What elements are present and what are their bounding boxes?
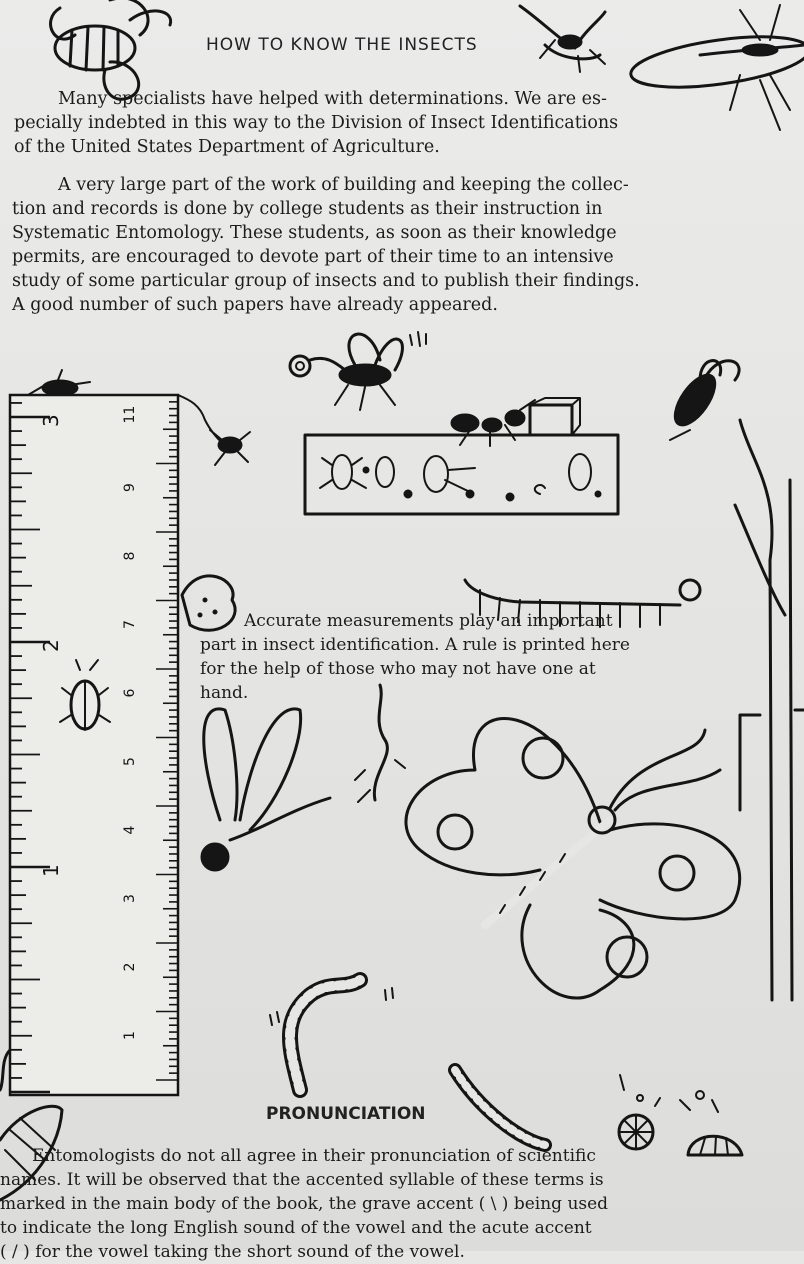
wheel-bugs-drawing: [619, 1075, 742, 1155]
paragraph-acknowledgements: [14, 87, 736, 159]
ruler-cm-label: 7: [122, 620, 138, 629]
ant-on-ruler-drawing: [28, 370, 90, 396]
centipede-drawing: [455, 1070, 545, 1145]
ruler-inch-label: 2: [39, 639, 63, 652]
text-line: Systematic Entomology. These students, as soon as their knowledge: [12, 223, 617, 243]
ruler-cm-label: 3: [122, 894, 138, 903]
ruler-cm-label: 9: [122, 483, 138, 492]
ruler-cm-label: 1: [122, 1031, 138, 1040]
ruler-cm-label: 5: [122, 757, 138, 766]
flying-insect-drawing: [520, 6, 605, 72]
butterfly-large-drawing: [406, 718, 740, 998]
dragonfly-drawing: [201, 709, 330, 871]
text-line: study of some particular group of insects and to publish their findings.: [12, 271, 640, 291]
text-line: permits, are encouraged to devote part of their time to an intensive: [12, 247, 614, 267]
ruler-cm-label: 11: [122, 405, 138, 424]
bee-drawing: [51, 0, 171, 99]
text-line: A very large part of the work of building and keeping the collec-: [58, 175, 629, 195]
paragraph-measurements: [200, 609, 730, 705]
ruler-inch-label: 3: [39, 414, 63, 427]
text-line: for the help of those who may not have one at: [200, 659, 596, 679]
ruler-cm-label: 8: [122, 551, 138, 561]
page-title: HOW TO KNOW THE INSECTS: [206, 35, 478, 55]
wasp-drawing: [666, 361, 739, 440]
measuring-ruler: [10, 395, 178, 1095]
paragraph-pronunciation: [0, 1144, 735, 1264]
pronunciation-heading: PRONUNCIATION: [266, 1104, 426, 1124]
plant-stem-drawing: [735, 420, 804, 1000]
ruler-inch-label: 1: [39, 864, 63, 877]
text-line: to indicate the long English sound of the vowel and the acute accent: [0, 1218, 592, 1238]
text-line: Many specialists have helped with determinations. We are es-: [58, 89, 607, 109]
bug-sequence-panel: [305, 435, 618, 514]
worm-drawing: [270, 980, 393, 1090]
text-line: tion and records is done by college students as their instruction in: [12, 199, 603, 219]
text-line: ( / ) for the vowel taking the short sound of the vowel.: [0, 1242, 465, 1262]
butterfly-small-drawing: [290, 332, 426, 410]
text-line: pecially indebted in this way to the Division of Insect Identifications: [14, 113, 619, 133]
ruler-cm-label: 4: [122, 825, 138, 835]
text-line: part in insect identification. A rule is printed here: [200, 635, 630, 655]
text-line: hand.: [200, 683, 249, 703]
text-line: names. It will be observed that the accented syllable of these terms is: [0, 1170, 604, 1190]
text-line: marked in the main body of the book, the grave accent ( \ ) being used: [0, 1194, 609, 1214]
spider-drawing: [178, 395, 250, 465]
text-line: A good number of such papers have already appeared.: [12, 295, 498, 315]
ruler-cm-label: 2: [122, 962, 138, 972]
ant-with-sugar-drawing: [451, 398, 580, 446]
text-line: Entomologists do not all agree in their pronunciation of scientific: [32, 1146, 596, 1166]
text-line: of the United States Department of Agriculture.: [14, 137, 440, 157]
ruler-cm-label: 6: [122, 688, 138, 698]
text-line: Accurate measurements play an important: [244, 611, 613, 631]
paragraph-students: [12, 173, 737, 317]
